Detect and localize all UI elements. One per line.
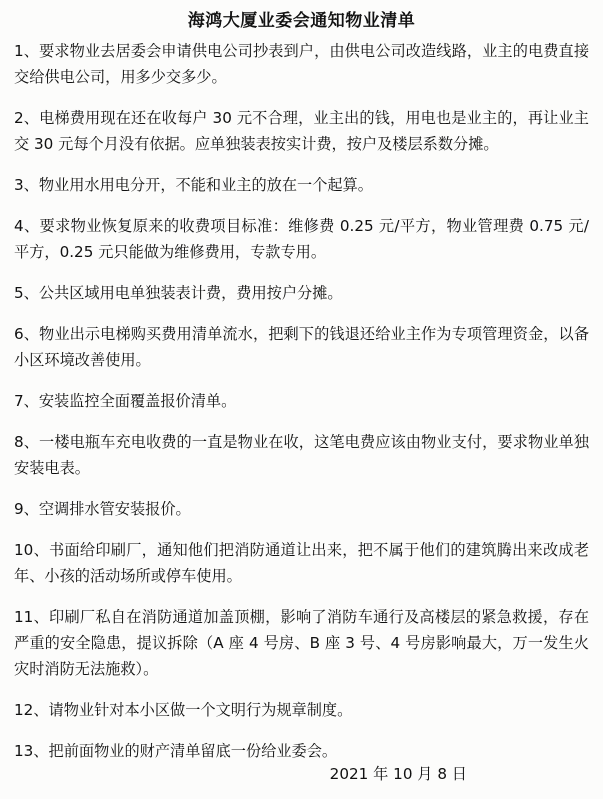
item-text: 公共区域用电单独装表计费，费用按户分摊。	[38, 284, 343, 302]
item-number: 1、	[14, 42, 40, 60]
list-item	[14, 537, 589, 589]
item-number: 11、	[14, 608, 50, 626]
item-text: 空调排水管安装报价。	[38, 500, 191, 518]
document-date: 2021 年 10 月 8 日	[329, 765, 467, 783]
list-item	[14, 388, 589, 414]
item-number: 13、	[14, 742, 49, 760]
item-number: 10、	[14, 541, 50, 559]
item-text: 要求物业恢复原来的收费项目标准：维修费 0.25 元/平方，物业管理费 0.75 元/平方，0.25 元只能做为维修费用，专款专用。	[14, 217, 589, 261]
item-text: 请物业针对本小区做一个文明行为规章制度。	[48, 701, 353, 719]
list-item	[14, 496, 589, 522]
item-text: 安装监控全面覆盖报价清单。	[38, 392, 237, 410]
item-number: 6、	[14, 325, 40, 343]
item-text: 一楼电瓶车充电收费的一直是物业在收，这笔电费应该由物业支付，要求物业单独安装电表。	[14, 433, 590, 477]
list-item	[14, 213, 589, 265]
item-number: 12、	[14, 701, 49, 719]
list-item	[14, 604, 589, 682]
item-text: 物业用水用电分开，不能和业主的放在一个起算。	[38, 176, 373, 194]
list-item	[14, 172, 589, 198]
item-text: 物业出示电梯购买费用清单流水，把剩下的钱退还给业主作为专项管理资金，以备小区环境改善使用。	[14, 325, 590, 369]
document-title: 海鸿大厦业委会通知物业清单	[187, 11, 416, 31]
item-text: 要求物业去居委会申请供电公司抄表到户，由供电公司改造线路，业主的电费直接交给供电公司，用多少交多少。	[14, 42, 590, 86]
item-number: 8、	[14, 433, 40, 451]
item-number: 4、	[14, 217, 40, 235]
list-item	[14, 321, 589, 373]
item-number: 7、	[14, 392, 39, 410]
list-item	[14, 38, 589, 90]
list-item	[14, 738, 589, 764]
item-text: 把前面物业的财产清单留底一份给业委会。	[48, 742, 338, 760]
list-item	[14, 697, 589, 723]
item-number: 9、	[14, 500, 39, 518]
item-text: 电梯费用现在还在收每户 30 元不合理，业主出的钱，用电也是业主的，再让业主交 30 元每个月没有依据。应单独装表按实计费，按户及楼层系数分摊。	[14, 109, 589, 153]
item-text: 印刷厂私自在消防通道加盖顶棚，影响了消防车通行及高楼层的紧急救援，存在严重的安全隐患，提议拆除（A 座 4 号房、B 座 3 号、4 号房影响最大，万一发生火灾时消防无法施救）。	[14, 608, 590, 678]
item-number: 3、	[14, 176, 39, 194]
item-number: 2、	[14, 109, 40, 127]
list-item	[14, 280, 589, 306]
item-text: 书面给印刷厂，通知他们把消防通道让出来，把不属于他们的建筑腾出来改成老年、小孩的活动场所或停车使用。	[14, 541, 590, 585]
list-item	[14, 105, 589, 157]
list-item	[14, 429, 589, 481]
item-number: 5、	[14, 284, 39, 302]
